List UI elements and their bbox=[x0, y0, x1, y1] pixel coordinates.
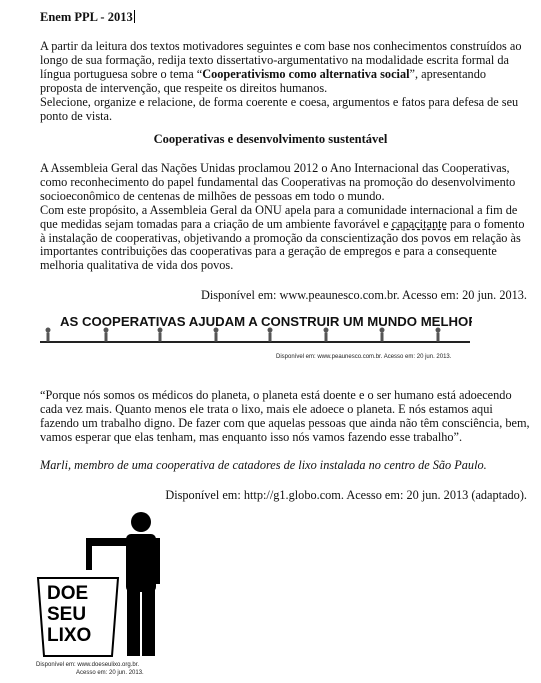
poster-graphic bbox=[34, 508, 179, 678]
person-figure-6 bbox=[324, 328, 329, 342]
theme-text: Cooperativismo como alternativa social bbox=[202, 66, 410, 81]
text1-p2-a: Com este propósito, a Assembleia Geral da ONU apela para a comunidade internacional a fim de que medidas sejam tomadas para a criação de um ambiente favorável e bbox=[40, 202, 518, 231]
text2-source: Disponível em: http://g1.globo.com. Acesso em: 20 jun. 2013 (adaptado). bbox=[165, 488, 527, 502]
doe-seu-lixo-poster bbox=[34, 508, 179, 678]
poster-source-2: Acesso em: 20 jun. 2013. bbox=[76, 670, 144, 676]
text1-p2-b: para o fomento à instalação de cooperativas, objetivando a promoção da conscientização dos povos em relação às importantes contribuições das cooperativas para a geração de empregos e para a consequente melhoria qualitativa de vida dos povos. bbox=[40, 216, 525, 273]
people-figures bbox=[46, 328, 441, 342]
quote-author: Marli, membro de uma cooperativa de catadores de lixo instalada no centro de São Paulo. bbox=[40, 458, 487, 472]
person-figure-2 bbox=[104, 328, 109, 342]
person-figure-4 bbox=[214, 328, 219, 342]
text1-p2-underlined: capacitante bbox=[391, 216, 447, 231]
person-figure-1 bbox=[46, 328, 51, 342]
intro-paragraph bbox=[40, 40, 528, 96]
cooperatives-banner bbox=[40, 308, 472, 364]
quote-text: “Porque nós somos os médicos do planeta, o planeta está doente e o ser humano está adoecendo cada vez mais. Quanto menos ele trata o lixo, mais ele adoece o planeta. E nós estamos aqui fazendo um trabalho digno. De fazer com que aquelas pessoas que ainda não têm consciência, bem, vamos esperar que elas tenham, mas enquanto isso nós vamos fazendo esse trabalho”. bbox=[40, 388, 530, 444]
poster-line-3: LIXO bbox=[47, 625, 92, 646]
text1-block bbox=[40, 162, 528, 273]
person-figure-7 bbox=[380, 328, 385, 342]
poster-source-1: Disponível em: www.doeseulixo.org.br. bbox=[36, 662, 140, 668]
intro-text-b: ”, apresentando proposta de intervenção, que respeite os direitos humanos. bbox=[40, 66, 486, 95]
banner-text: AS COOPERATIVAS AJUDAM A CONSTRUIR UM MUNDO MELHOR bbox=[60, 314, 472, 329]
banner-source: Disponível em: www.peaunesco.com.br. Acesso em: 20 jun. 2013. bbox=[276, 354, 452, 360]
intro-text-a: A partir da leitura dos textos motivadores seguintes e com base nos conhecimentos construídos ao longo de sua formação, redija texto dissertativo-argumentativo na modalidade escrita formal da língua portuguesa sobre o tema “ bbox=[40, 39, 522, 81]
text2-block bbox=[40, 388, 530, 472]
title-text: Enem PPL - 2013 bbox=[40, 10, 133, 24]
banner-illustration bbox=[40, 308, 472, 364]
document-title bbox=[40, 10, 135, 25]
text1-heading: Cooperativas e desenvolvimento sustentável bbox=[153, 132, 388, 146]
person-figure-3 bbox=[158, 328, 163, 342]
text1-paragraph-1: A Assembleia Geral das Nações Unidas proclamou 2012 o Ano Internacional das Cooperativas, como reconhecimento do papel fundamental das Cooperativas na promoção do desenvolvimento socioeconômico de centenas de milhões de pessoas em todo o mundo. bbox=[40, 161, 516, 203]
text1-paragraph-2 bbox=[40, 204, 528, 274]
poster-line-1: DOE bbox=[47, 583, 89, 604]
intro-line2: Selecione, organize e relacione, de forma coerente e coesa, argumentos e fatos para defesa de seu ponto de vista. bbox=[40, 94, 519, 123]
poster-line-2: SEU bbox=[47, 604, 87, 625]
text-cursor bbox=[134, 10, 135, 23]
person-figure-5 bbox=[268, 328, 273, 342]
person-figure-8 bbox=[436, 328, 441, 342]
text1-source: Disponível em: www.peaunesco.com.br. Acesso em: 20 jun. 2013. bbox=[200, 288, 527, 302]
intro-block bbox=[40, 40, 528, 123]
